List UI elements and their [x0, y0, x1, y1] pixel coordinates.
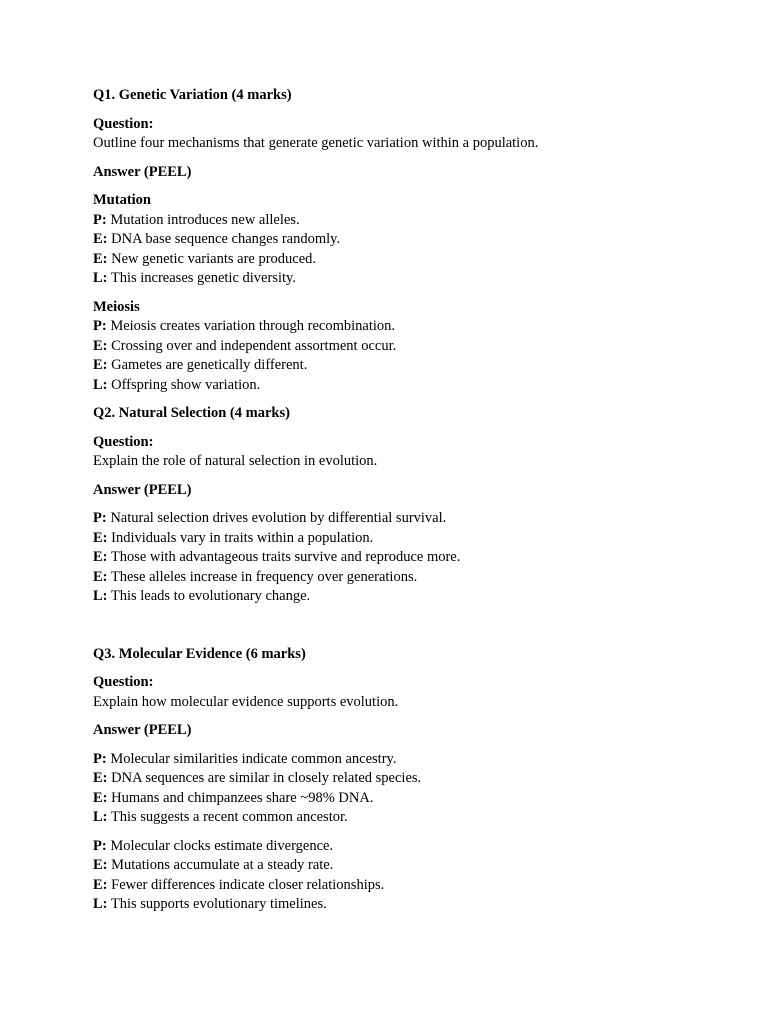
peel-line [93, 750, 733, 770]
q2-question-text: Explain the role of natural selection in evolution. [93, 453, 378, 469]
peel-line [93, 269, 733, 289]
q2-question-label: Question: [93, 433, 154, 450]
peel-line [93, 895, 733, 915]
peel-line [93, 337, 733, 357]
peel-line [93, 876, 733, 896]
peel-line [93, 548, 733, 568]
peel-line [93, 376, 733, 396]
peel-line [93, 317, 733, 337]
peel-tag: L: [93, 896, 108, 912]
peel-tag: E: [93, 250, 108, 267]
peel-tag: E: [93, 357, 108, 373]
peel-tag: E: [93, 876, 108, 893]
peel-text: Those with advantageous traits survive and reproduce more. [107, 549, 461, 565]
peel-tag: E: [93, 337, 108, 354]
peel-line [93, 529, 733, 549]
q3-question-text: Explain how molecular evidence supports evolution. [93, 693, 399, 710]
peel-text: Molecular similarities indicate common ancestry. [106, 750, 397, 767]
peel-tag: L: [93, 270, 108, 286]
peel-line [93, 568, 733, 588]
q3-question-label: Question: [93, 674, 154, 690]
q1-answer-label: Answer (PEEL) [93, 163, 192, 180]
peel-tag: E: [93, 231, 108, 247]
document-page [93, 86, 733, 915]
peel-text: This leads to evolutionary change. [107, 588, 311, 604]
peel-text: DNA base sequence changes randomly. [107, 231, 341, 247]
peel-text: Mutations accumulate at a steady rate. [107, 857, 334, 873]
peel-tag: L: [93, 588, 108, 604]
q1-question-label: Question: [93, 115, 154, 132]
peel-tag: P: [93, 750, 107, 767]
peel-text: Natural selection drives evolution by differential survival. [106, 510, 447, 526]
peel-tag: L: [93, 809, 108, 825]
peel-tag: E: [93, 789, 108, 806]
q2-heading: Q2. Natural Selection (4 marks) [93, 405, 290, 421]
peel-line [93, 356, 733, 376]
peel-tag: P: [93, 510, 107, 526]
peel-text: These alleles increase in frequency over generations. [107, 568, 418, 585]
q1-question-text: Outline four mechanisms that generate genetic variation within a population. [93, 135, 539, 151]
peel-line [93, 837, 733, 857]
q3-heading: Q3. Molecular Evidence (6 marks) [93, 645, 306, 662]
peel-text: Meiosis creates variation through recombination. [106, 318, 395, 334]
q1-section-title: Meiosis [93, 298, 140, 315]
peel-line [93, 230, 733, 250]
peel-text: Humans and chimpanzees share ~98% DNA. [107, 789, 374, 806]
peel-text: Offspring show variation. [107, 376, 261, 393]
peel-text: Gametes are genetically different. [107, 357, 308, 373]
peel-text: New genetic variants are produced. [107, 250, 317, 267]
q3-answer-label: Answer (PEEL) [93, 722, 192, 738]
peel-tag: E: [93, 529, 108, 546]
peel-tag: E: [93, 549, 108, 565]
peel-line [93, 587, 733, 607]
peel-tag: E: [93, 770, 108, 786]
peel-text: This supports evolutionary timelines. [107, 896, 327, 912]
q1-section-title: Mutation [93, 192, 151, 208]
peel-text: This increases genetic diversity. [107, 270, 296, 286]
peel-text: Molecular clocks estimate divergence. [106, 837, 334, 854]
peel-tag: P: [93, 211, 107, 228]
peel-text: Mutation introduces new alleles. [106, 211, 300, 228]
peel-tag: P: [93, 318, 107, 334]
peel-tag: E: [93, 568, 108, 585]
peel-line [93, 769, 733, 789]
peel-tag: E: [93, 857, 108, 873]
peel-line [93, 250, 733, 270]
peel-text: Individuals vary in traits within a population. [107, 529, 374, 546]
peel-text: DNA sequences are similar in closely related species. [107, 770, 422, 786]
peel-line [93, 211, 733, 231]
peel-text: Crossing over and independent assortment occur. [107, 337, 397, 354]
peel-text: Fewer differences indicate closer relationships. [107, 876, 385, 893]
peel-tag: P: [93, 837, 107, 854]
peel-tag: L: [93, 376, 108, 393]
q1-heading: Q1. Genetic Variation (4 marks) [93, 87, 292, 103]
q2-answer-label: Answer (PEEL) [93, 481, 192, 498]
peel-line [93, 808, 733, 828]
peel-line [93, 509, 733, 529]
peel-text: This suggests a recent common ancestor. [107, 809, 348, 825]
peel-line [93, 789, 733, 809]
peel-line [93, 856, 733, 876]
